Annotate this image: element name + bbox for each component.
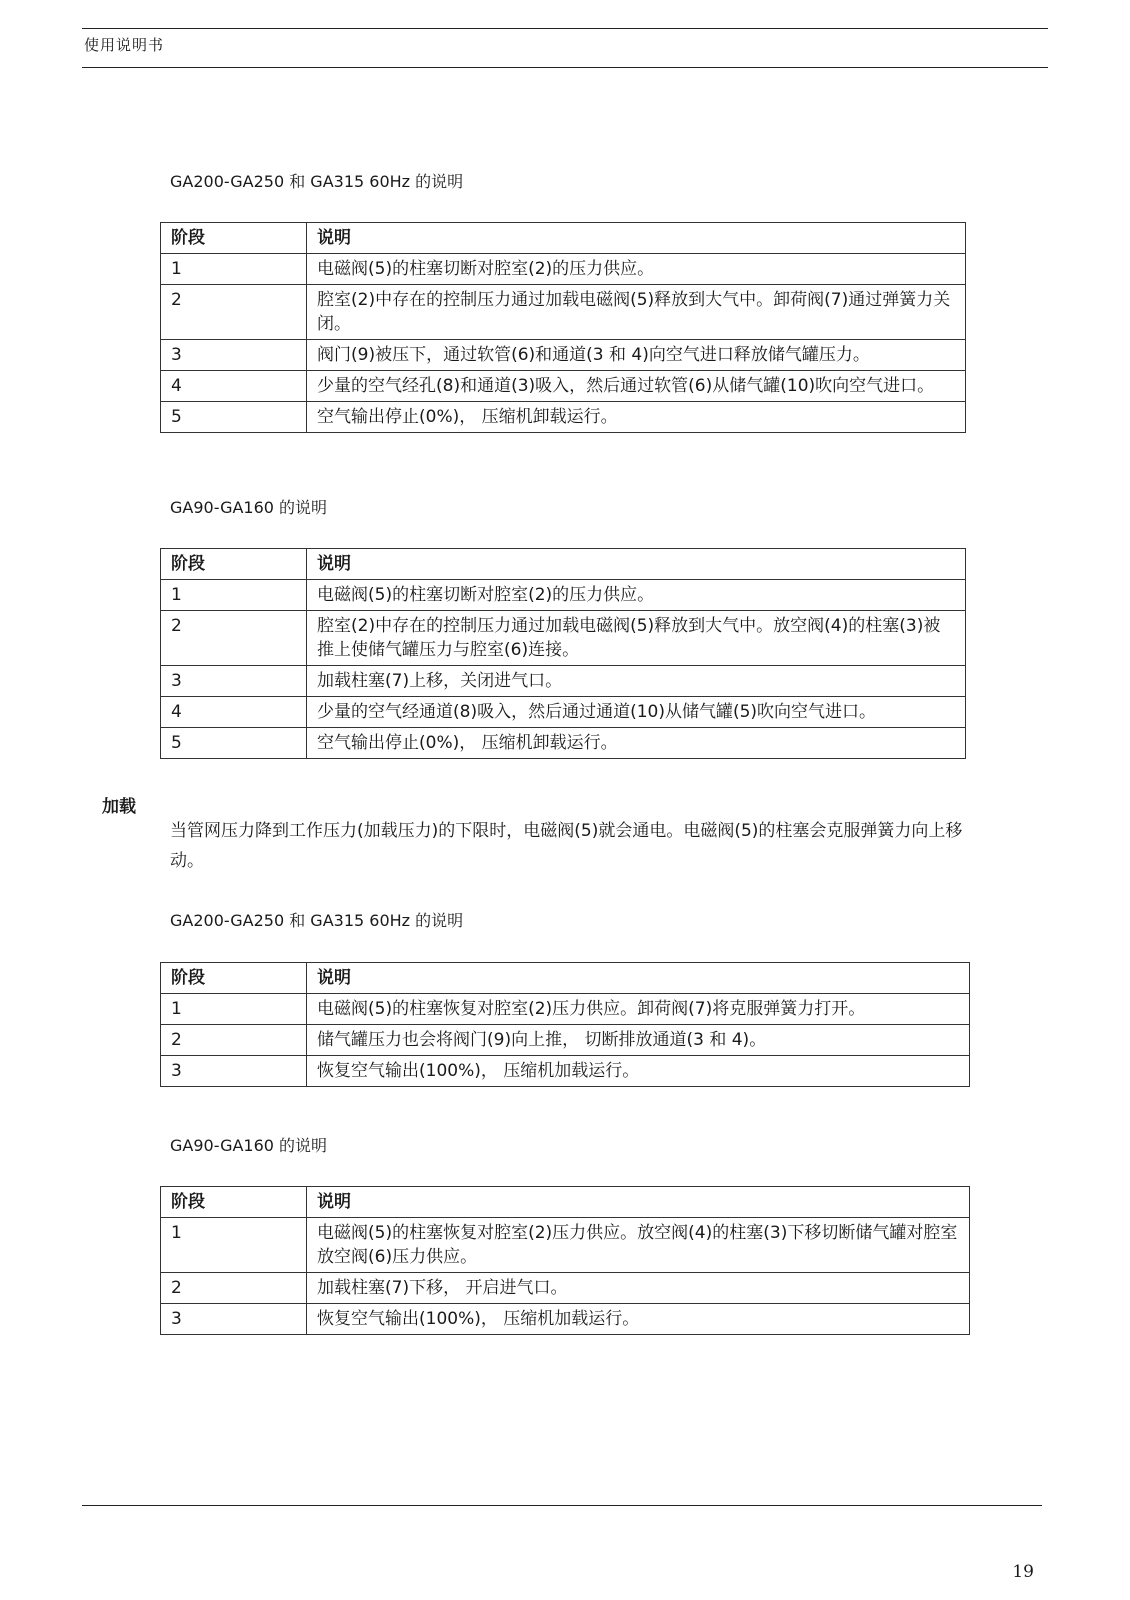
phase-cell: 2	[161, 1025, 307, 1056]
column-header-description: 说明	[307, 963, 970, 994]
header-rule-bottom	[82, 67, 1048, 68]
column-header-description: 说明	[307, 549, 966, 580]
unload-ga200-table	[160, 222, 966, 433]
description-cell: 少量的空气经孔(8)和通道(3)吸入，然后通过软管(6)从储气罐(10)吹向空气进口。	[307, 371, 966, 402]
header-title: 使用说明书	[84, 36, 165, 54]
description-cell: 腔室(2)中存在的控制压力通过加载电磁阀(5)释放到大气中。放空阀(4)的柱塞(3)被推上使储气罐压力与腔室(6)连接。	[307, 611, 966, 666]
unload-ga90-table	[160, 548, 966, 759]
phase-cell: 2	[161, 1273, 307, 1304]
description-cell: 空气输出停止(0%)， 压缩机卸载运行。	[307, 728, 966, 759]
table-row	[161, 728, 966, 759]
description-cell: 腔室(2)中存在的控制压力通过加载电磁阀(5)释放到大气中。卸荷阀(7)通过弹簧力关闭。	[307, 285, 966, 340]
description-cell: 电磁阀(5)的柱塞恢复对腔室(2)压力供应。放空阀(4)的柱塞(3)下移切断储气罐对腔室放空阀(6)压力供应。	[307, 1218, 970, 1273]
phase-cell: 5	[161, 402, 307, 433]
table-row	[161, 994, 970, 1025]
description-cell: 电磁阀(5)的柱塞切断对腔室(2)的压力供应。	[307, 580, 966, 611]
column-header-phase: 阶段	[161, 549, 307, 580]
description-cell: 阀门(9)被压下，通过软管(6)和通道(3 和 4)向空气进口释放储气罐压力。	[307, 340, 966, 371]
table-row	[161, 285, 966, 340]
description-cell: 恢复空气输出(100%)， 压缩机加载运行。	[307, 1056, 970, 1087]
phase-cell: 5	[161, 728, 307, 759]
table-row	[161, 1025, 970, 1056]
phase-cell: 3	[161, 1304, 307, 1335]
description-cell: 加载柱塞(7)下移， 开启进气口。	[307, 1273, 970, 1304]
unload-ga90-caption: GA90-GA160 的说明	[170, 498, 328, 517]
table-row	[161, 254, 966, 285]
description-cell: 空气输出停止(0%)， 压缩机卸载运行。	[307, 402, 966, 433]
table-header-row	[161, 963, 970, 994]
table-row	[161, 1218, 970, 1273]
table-header-row	[161, 549, 966, 580]
column-header-phase: 阶段	[161, 223, 307, 254]
table-row	[161, 666, 966, 697]
table-row	[161, 371, 966, 402]
description-cell: 储气罐压力也会将阀门(9)向上推， 切断排放通道(3 和 4)。	[307, 1025, 970, 1056]
table-row	[161, 580, 966, 611]
load-ga200-table	[160, 962, 970, 1087]
table-row	[161, 697, 966, 728]
load-ga200-caption: GA200-GA250 和 GA315 60Hz 的说明	[170, 911, 464, 930]
unload-ga200-caption: GA200-GA250 和 GA315 60Hz 的说明	[170, 172, 464, 191]
load-ga90-table	[160, 1186, 970, 1335]
description-cell: 电磁阀(5)的柱塞恢复对腔室(2)压力供应。卸荷阀(7)将克服弹簧力打开。	[307, 994, 970, 1025]
phase-cell: 1	[161, 580, 307, 611]
table-row	[161, 1273, 970, 1304]
column-header-description: 说明	[307, 223, 966, 254]
load-paragraph: 当管网压力降到工作压力(加载压力)的下限时，电磁阀(5)就会通电。电磁阀(5)的柱塞会克服弹簧力向上移动。	[170, 821, 963, 871]
phase-cell: 4	[161, 697, 307, 728]
footer-rule	[82, 1505, 1042, 1506]
description-cell: 恢复空气输出(100%)， 压缩机加载运行。	[307, 1304, 970, 1335]
phase-cell: 3	[161, 340, 307, 371]
column-header-description: 说明	[307, 1187, 970, 1218]
table-header-row	[161, 223, 966, 254]
phase-cell: 2	[161, 285, 307, 340]
phase-cell: 1	[161, 254, 307, 285]
phase-cell: 3	[161, 666, 307, 697]
table-row	[161, 1304, 970, 1335]
load-heading: 加载	[102, 797, 136, 817]
phase-cell: 3	[161, 1056, 307, 1087]
description-cell: 电磁阀(5)的柱塞切断对腔室(2)的压力供应。	[307, 254, 966, 285]
table-row	[161, 611, 966, 666]
table-header-row	[161, 1187, 970, 1218]
table-row	[161, 340, 966, 371]
phase-cell: 1	[161, 1218, 307, 1273]
column-header-phase: 阶段	[161, 963, 307, 994]
table-row	[161, 1056, 970, 1087]
description-cell: 少量的空气经通道(8)吸入，然后通过通道(10)从储气罐(5)吹向空气进口。	[307, 697, 966, 728]
header-rule-top	[82, 28, 1048, 29]
page-number: 19	[1012, 1562, 1034, 1582]
phase-cell: 1	[161, 994, 307, 1025]
load-ga90-caption: GA90-GA160 的说明	[170, 1136, 328, 1155]
phase-cell: 2	[161, 611, 307, 666]
phase-cell: 4	[161, 371, 307, 402]
column-header-phase: 阶段	[161, 1187, 307, 1218]
description-cell: 加载柱塞(7)上移，关闭进气口。	[307, 666, 966, 697]
table-row	[161, 402, 966, 433]
